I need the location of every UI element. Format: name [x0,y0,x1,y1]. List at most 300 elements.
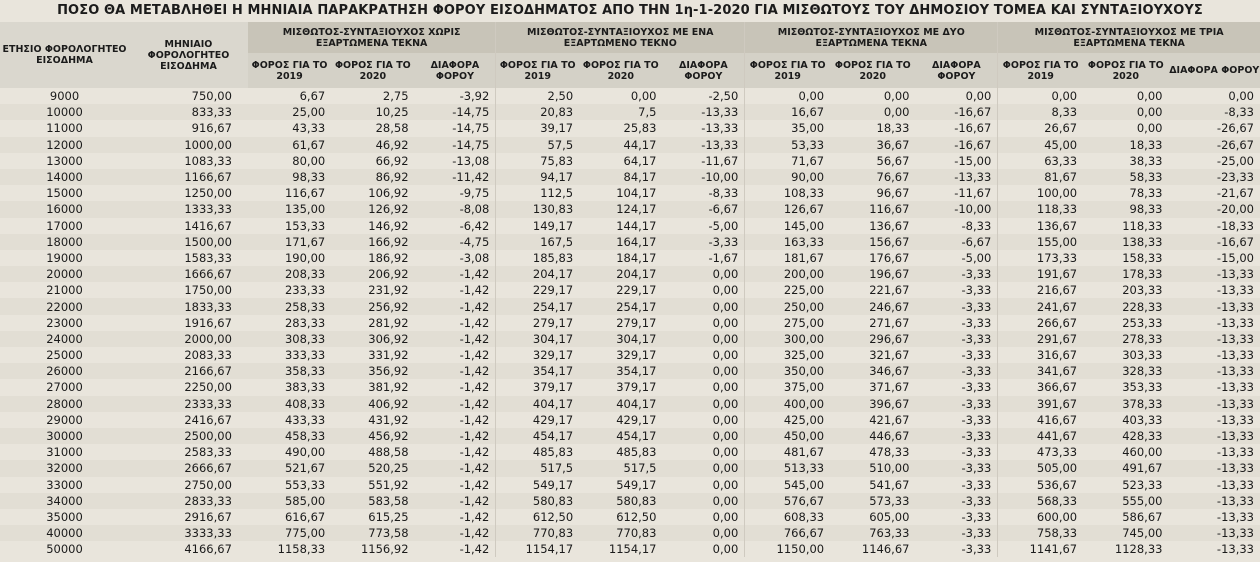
table-cell: 136,67 [869,218,910,233]
table-cell: 833,33 [129,104,248,120]
header-tax-2020: ΦΟΡΟΣ ΓΙΑ ΤΟ 2020 [1083,53,1168,88]
table-cell: 0,00 [712,315,739,330]
table-cell: -13,33 [662,104,744,120]
table-cell: 78,33 [1129,186,1163,201]
table-cell: 38,33 [1129,153,1163,168]
table-cell: 228,33 [1083,298,1168,314]
table-cell: 346,67 [830,363,915,379]
table-cell: 64,17 [623,153,657,168]
table-cell: -1,42 [415,266,496,282]
table-cell: 1154,17 [496,541,579,557]
table-cell: -3,33 [915,396,997,412]
table-cell: 15000 [46,186,83,201]
table-cell: 1833,33 [129,298,248,314]
table-cell: 30000 [0,428,129,444]
table-cell: 586,67 [1122,509,1163,524]
table-cell: 32000 [0,460,129,476]
table-cell: 126,67 [745,201,830,217]
table-cell: 513,33 [745,460,830,476]
table-cell: -26,67 [1216,121,1254,136]
table-cell: 118,33 [998,201,1083,217]
table-cell: 333,33 [284,348,326,363]
table-cell: -1,67 [708,250,739,265]
table-cell: 0,00 [630,89,657,104]
table-cell: 50000 [46,542,83,557]
header-tax-difference: ΔΙΑΦΟΡΑ ΦΟΡΟΥ [662,53,744,88]
table-cell: 375,00 [745,379,830,395]
table-cell: -1,42 [459,477,490,492]
table-cell: 450,00 [745,428,830,444]
table-cell: 304,17 [496,331,579,347]
table-body [0,88,1260,557]
table-cell: 84,17 [579,169,662,185]
table-cell: 146,92 [368,218,409,233]
table-cell: 22000 [0,298,129,314]
table-cell: 446,67 [830,428,915,444]
table-cell: 520,25 [331,460,414,476]
table-cell: 454,17 [496,428,579,444]
table-cell: 1146,67 [861,542,910,557]
table-cell: 2666,67 [129,460,248,476]
table-cell: 1154,17 [608,542,657,557]
table-cell: -16,67 [915,104,997,120]
table-cell: -13,33 [1168,396,1260,412]
table-cell: 0,00 [712,380,739,395]
table-cell: -3,33 [961,542,992,557]
table-row [0,460,1260,476]
table-cell: -6,67 [662,201,744,217]
table-cell: -3,33 [662,234,744,250]
table-cell: -15,00 [954,153,992,168]
table-cell: 425,00 [745,412,830,428]
table-cell: -13,33 [1216,509,1254,524]
table-cell: 13000 [46,153,83,168]
table-cell: 331,92 [368,348,409,363]
table-row [0,137,1260,153]
table-cell: 185,83 [496,250,579,266]
table-cell: -13,33 [1168,493,1260,509]
table-cell: 124,17 [579,201,662,217]
table-cell: 396,67 [830,396,915,412]
table-cell: -15,00 [1216,250,1254,265]
table-cell: 366,67 [998,379,1083,395]
table-row [0,509,1260,525]
table-cell: 379,17 [616,380,657,395]
table-row [0,218,1260,234]
table-cell: 16,67 [745,104,830,120]
table-cell: 306,92 [331,331,414,347]
table-cell: 0,00 [1136,121,1163,136]
table-row [0,88,1260,104]
table-cell: -14,75 [452,121,490,136]
table-cell: 1666,67 [129,266,248,282]
table-cell: -13,33 [1168,331,1260,347]
table-row [0,282,1260,298]
table-cell: 1166,67 [129,169,248,185]
table-cell: 576,67 [745,493,830,509]
table-cell: 25,83 [623,121,657,136]
table-cell: 573,33 [830,493,915,509]
table-cell: -1,42 [415,460,496,476]
table-cell: -3,33 [915,298,997,314]
table-cell: 1500,00 [129,234,248,250]
table-cell: 181,67 [745,250,830,266]
table-cell: 190,00 [284,250,326,265]
header-tax-difference: ΔΙΑΦΟΡΑ ΦΟΡΟΥ [915,53,997,88]
table-cell: 191,67 [998,266,1083,282]
table-cell: 171,67 [248,234,331,250]
table-cell: -3,33 [961,509,992,524]
table-cell: 149,17 [496,218,579,234]
document-title: ΠΟΣΟ ΘΑ ΜΕΤΑΒΛΗΘΕΙ Η ΜΗΝΙΑΙΑ ΠΑΡΑΚΡΑΤΗΣΗ ΦΟΡΟΥ ΕΙΣΟΔΗΜΑΤΟΣ ΑΠΟ ΤΗΝ 1η-1-2020 ΓΙΑ ΜΙΣΘΩΤΟΥΣ ΤΟΥ ΔΗΜΟΣΙΟΥ ΤΟΜΕΑ ΚΑΙ ΣΥΝΤΑΞΙΟΥΧΟΥΣ [57,3,1203,18]
table-cell: -9,75 [459,186,490,201]
table-cell: -13,33 [1216,542,1254,557]
table-cell: 34000 [0,493,129,509]
table-cell: 28,58 [375,121,409,136]
table-cell: 1150,00 [745,541,830,557]
table-cell: 421,67 [869,412,910,427]
table-cell: 100,00 [998,185,1083,201]
table-cell: 44,17 [579,137,662,153]
table-cell: -3,33 [961,283,992,298]
table-cell: 19000 [46,250,83,265]
header-group-no-children: ΜΙΣΘΩΤΟΣ-ΣΥΝΤΑΞΙΟΥΧΟΣ ΧΩΡΙΣ ΕΞΑΡΤΩΜΕΝΑ ΤΕΚΝΑ [248,22,496,53]
table-row [0,201,1260,217]
table-cell: 31000 [46,445,83,460]
table-cell: 254,17 [496,298,579,314]
table-cell: 166,92 [331,234,414,250]
table-cell: 1250,00 [184,186,232,201]
table-cell: -13,33 [1216,348,1254,363]
header-monthly-income: ΜΗΝΙΑΙΟ ΦΟΡΟΛΟΓΗΤΕΟ ΕΙΣΟΔΗΜΑ [129,22,248,88]
table-cell: 458,33 [248,428,331,444]
table-cell: -1,42 [459,283,490,298]
table-cell: 775,00 [248,525,331,541]
table-cell: -6,67 [915,234,997,250]
table-row [0,347,1260,363]
table-cell: -11,42 [415,169,496,185]
table-cell: 250,00 [745,298,830,314]
table-cell: 36,67 [830,137,915,153]
table-cell: -13,33 [1216,445,1254,460]
table-cell: -13,33 [1168,460,1260,476]
table-cell: 71,67 [745,153,830,169]
table-cell: -3,33 [961,412,992,427]
table-cell: 0,00 [1083,104,1168,120]
table-row [0,396,1260,412]
table-cell: 6,67 [299,89,326,104]
table-row [0,428,1260,444]
table-cell: -5,00 [961,250,992,265]
table-cell: 454,17 [579,428,662,444]
table-cell: 33000 [46,477,83,492]
table-cell: 383,33 [284,380,326,395]
table-cell: 94,17 [496,169,579,185]
table-cell: 304,17 [579,331,662,347]
table-cell: 2750,00 [184,477,232,492]
table-cell: 354,17 [496,363,579,379]
table-cell: 20000 [0,266,129,282]
table-cell: -13,33 [1168,363,1260,379]
table-cell: 155,00 [998,234,1083,250]
table-cell: -20,00 [1168,201,1260,217]
table-cell: 25,00 [248,104,331,120]
table-cell: 283,33 [284,315,326,330]
table-cell: 378,33 [1083,396,1168,412]
table-cell: -8,33 [1168,104,1260,120]
table-cell: -13,33 [915,169,997,185]
table-cell: -14,75 [415,104,496,120]
table-cell: 1333,33 [129,201,248,217]
table-cell: 329,17 [616,348,657,363]
table-cell: -3,33 [915,363,997,379]
table-cell: 0,00 [712,348,739,363]
table-cell: 488,58 [368,445,409,460]
table-cell: 2916,67 [184,509,232,524]
table-cell: 229,17 [496,282,579,298]
table-cell: 76,67 [830,169,915,185]
table-cell: 303,33 [1122,348,1163,363]
table-cell: 233,33 [284,283,326,298]
table-cell: 431,92 [368,412,409,427]
table-cell: -1,42 [459,445,490,460]
table-cell: -11,67 [701,153,739,168]
table-row [0,153,1260,169]
table-cell: 0,00 [662,428,744,444]
table-row [0,412,1260,428]
table-row [0,379,1260,395]
table-cell: 1916,67 [184,315,232,330]
table-cell: 0,00 [662,493,744,509]
table-cell: 481,67 [745,444,830,460]
table-cell: 433,33 [284,412,326,427]
table-cell: 254,17 [579,298,662,314]
table-cell: 745,00 [1083,525,1168,541]
table-row [0,120,1260,136]
table-cell: 1000,00 [129,137,248,153]
table-cell: 10,25 [331,104,414,120]
header-group-three-children: ΜΙΣΘΩΤΟΣ-ΣΥΝΤΑΞΙΟΥΧΟΣ ΜΕ ΤΡΙΑ ΕΞΑΡΤΩΜΕΝΑ ΤΕΚΝΑ [998,22,1260,53]
table-cell: -1,42 [459,315,490,330]
table-cell: 429,17 [496,412,579,428]
table-cell: 20,83 [496,104,579,120]
table-cell: 221,67 [869,283,910,298]
table-cell: 1156,92 [360,542,409,557]
header-group-two-children: ΜΙΣΘΩΤΟΣ-ΣΥΝΤΑΞΙΟΥΧΟΣ ΜΕ ΔΥΟ ΕΞΑΡΤΩΜΕΝΑ ΤΕΚΝΑ [745,22,998,53]
table-cell: 256,92 [331,298,414,314]
table-cell: 517,5 [579,460,662,476]
table-cell: 253,33 [1122,315,1163,330]
table-cell: 138,33 [1083,234,1168,250]
table-cell: -3,33 [915,493,997,509]
table-cell: 0,00 [1136,89,1163,104]
table-cell: -1,42 [459,509,490,524]
table-cell: 8,33 [998,104,1083,120]
table-cell: 555,00 [1083,493,1168,509]
table-cell: 404,17 [579,396,662,412]
table-row [0,250,1260,266]
table-cell: 2083,33 [184,348,232,363]
table-cell: -3,33 [961,477,992,492]
table-cell: 485,83 [496,444,579,460]
table-cell: 4166,67 [184,542,232,557]
table-cell: 773,58 [331,525,414,541]
table-cell: -8,33 [708,186,739,201]
table-cell: -8,08 [415,201,496,217]
header-annual-income: ΕΤΗΣΙΟ ΦΟΡΟΛΟΓΗΤΕΟ ΕΙΣΟΔΗΜΑ [0,22,129,88]
table-cell: -3,33 [915,428,997,444]
table-cell: 17000 [46,218,83,233]
table-cell: 316,67 [998,347,1083,363]
table-cell: 225,00 [745,282,830,298]
table-cell: 0,00 [662,396,744,412]
table-cell: 23000 [46,315,83,330]
table-cell: 266,67 [998,315,1083,331]
table-cell: -1,42 [459,380,490,395]
table-cell: -4,75 [415,234,496,250]
table-cell: 281,92 [368,315,409,330]
table-cell: 428,33 [1083,428,1168,444]
table-cell: 21000 [46,283,83,298]
table-cell: 580,83 [496,493,579,509]
header-tax-2020: ΦΟΡΟΣ ΓΙΑ ΤΟ 2020 [331,53,414,88]
table-cell: 246,67 [830,298,915,314]
table-cell: 80,00 [292,153,326,168]
table-cell: 585,00 [248,493,331,509]
table-cell: 81,67 [998,169,1083,185]
table-cell: 354,17 [579,363,662,379]
table-cell: -10,00 [915,201,997,217]
table-cell: 536,67 [998,477,1083,493]
table-cell: 2583,33 [184,445,232,460]
table-cell: -25,00 [1216,153,1254,168]
table-cell: 98,33 [248,169,331,185]
table-cell: 63,33 [998,153,1083,169]
table-cell: 46,92 [331,137,414,153]
table-cell: 379,17 [496,379,579,395]
table-cell: 763,33 [830,525,915,541]
table-cell: 136,67 [998,218,1083,234]
table-cell: 1158,33 [277,542,326,557]
table-cell: 18000 [0,234,129,250]
table-cell: 0,00 [745,88,830,104]
table-cell: 0,00 [662,298,744,314]
table-cell: -16,67 [1168,234,1260,250]
table-cell: -13,33 [1168,525,1260,541]
table-cell: 356,92 [331,363,414,379]
table-cell: 173,33 [998,250,1083,266]
table-row [0,541,1260,557]
table-cell: 583,58 [331,493,414,509]
table-cell: 0,00 [712,542,739,557]
table-cell: 163,33 [745,234,830,250]
header-tax-difference: ΔΙΑΦΟΡΑ ΦΟΡΟΥ [1168,53,1260,88]
table-cell: 1128,33 [1114,542,1163,557]
table-cell: -16,67 [915,137,997,153]
table-row [0,234,1260,250]
table-cell: -13,33 [1216,412,1254,427]
tax-table [0,22,1260,557]
table-cell: -3,92 [459,89,490,104]
table-cell: 1416,67 [184,218,232,233]
table-cell: 26000 [0,363,129,379]
table-cell: 135,00 [248,201,331,217]
table-cell: 2250,00 [184,380,232,395]
table-cell: 296,67 [830,331,915,347]
table-cell: 485,83 [616,445,657,460]
table-cell: 456,92 [331,428,414,444]
table-row [0,331,1260,347]
header-row-groups [0,22,1260,53]
table-cell: -8,33 [961,218,992,233]
table-cell: 341,67 [998,363,1083,379]
table-cell: 328,33 [1083,363,1168,379]
table-cell: 112,5 [496,185,579,201]
table-cell: 2333,33 [129,396,248,412]
table-cell: -10,00 [662,169,744,185]
header-tax-2020: ΦΟΡΟΣ ΓΙΑ ΤΟ 2020 [579,53,662,88]
table-cell: -1,42 [415,363,496,379]
table-cell: 400,00 [745,396,830,412]
table-cell: -1,42 [415,525,496,541]
table-row [0,493,1260,509]
table-cell: -3,33 [961,348,992,363]
table-cell: 308,33 [248,331,331,347]
table-cell: 404,17 [496,396,579,412]
table-cell: -1,42 [459,412,490,427]
table-cell: 35,00 [745,120,830,136]
table-cell: -1,42 [415,428,496,444]
table-cell: 11000 [46,121,83,136]
table-cell: -2,50 [708,89,739,104]
table-cell: 616,67 [284,509,326,524]
table-cell: 0,00 [998,88,1083,104]
table-cell: 300,00 [745,331,830,347]
table-cell: 108,33 [745,185,830,201]
table-cell: 27000 [46,380,83,395]
table-cell: 206,92 [331,266,414,282]
table-cell: 406,92 [331,396,414,412]
table-cell: 1750,00 [184,283,232,298]
table-cell: 186,92 [368,250,409,265]
table-cell: 26,67 [998,120,1083,136]
header-tax-2020: ΦΟΡΟΣ ΓΙΑ ΤΟ 2020 [830,53,915,88]
table-cell: 45,00 [998,137,1083,153]
header-tax-2019: ΦΟΡΟΣ ΓΙΑ ΤΟ 2019 [496,53,579,88]
table-cell: -3,33 [915,331,997,347]
table-cell: 18,33 [1083,137,1168,153]
table-row [0,266,1260,282]
table-cell: -23,33 [1168,169,1260,185]
table-cell: 156,67 [830,234,915,250]
table-cell: 615,25 [368,509,409,524]
table-cell: 770,83 [579,525,662,541]
table-cell: 2833,33 [129,493,248,509]
table-cell: 371,67 [869,380,910,395]
table-cell: 0,00 [965,89,992,104]
table-cell: 0,00 [662,266,744,282]
table-cell: 521,67 [248,460,331,476]
table-row [0,363,1260,379]
table-cell: 196,67 [830,266,915,282]
table-cell: 75,83 [496,153,579,169]
table-cell: -3,08 [459,250,490,265]
table-cell: 358,33 [248,363,331,379]
table-row [0,525,1260,541]
table-cell: 130,83 [496,201,579,217]
table-cell: -13,33 [1216,283,1254,298]
header-group-one-child: ΜΙΣΘΩΤΟΣ-ΣΥΝΤΑΞΙΟΥΧΟΣ ΜΕ ΕΝΑ ΕΞΑΡΤΩΜΕΝΟ ΤΕΚΝΟ [496,22,745,53]
